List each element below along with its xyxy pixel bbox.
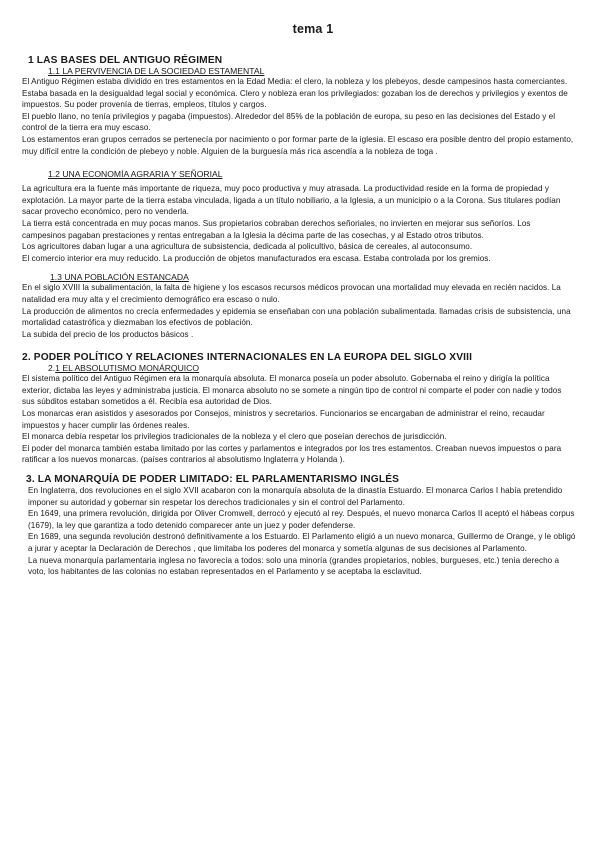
- section-2-1-paragraph-4: El poder del monarca también estaba limitado por las cortes y parlamentos e integrados por los tres estamentos. Creaban nuevos impuestos o para ratificar a los nuevos monarcas. (países contrarios al absolutismo Inglaterra y Holanda ).: [22, 443, 562, 465]
- section-1-2-heading: 1.2 UNA ECONOMÍA AGRARIA Y SEÑORIAL: [48, 169, 223, 180]
- section-2-1-paragraph-3: El monarca debía respetar los privilegios tradicionales de la nobleza y el clero que poseían derechos de jurisdicción.: [22, 432, 447, 442]
- section-2-1-heading: 1 EL ABSOLUTISMO MONÁRQUICO: [55, 363, 200, 374]
- section-1-1-heading: 1.1 LA PERVIVENCIA DE LA SOCIEDAD ESTAMENTAL: [48, 66, 265, 76]
- section-1-3-paragraph-1: En el siglo XVIII la subalimentación, la falta de higiene y los escasos recursos médicos provocan una mortalidad muy elevada en recién nacidos. La natalidad era muy alta y el crecimiento demográfico era escaso o nulo.: [22, 283, 561, 304]
- section-3-heading: 3. LA MONARQUÍA DE PODER LIMITADO: EL PARLAMENTARISMO INGLÉS: [26, 474, 400, 486]
- section-3-paragraph-3: En 1689, una segunda revolución destronó definitivamente a los Estuardo. El Parlamento eligió a un nuevo monarca, Guillermo de Orange, y le obligó a jurar y aceptar la Declaración de Derechos , que limitaba los poderes del monarca y sometía algunas de sus decisiones al Parlamento.: [28, 532, 576, 553]
- section-1-1-paragraph-3: Los estamentos eran grupos cerrados se pertenecía por nacimiento o por formar parte de la iglesia. El escaso era posible dentro del propio estamento, muy difícil entre la condición de plebeyo y noble. Alguien de la burguesía más rica ascendía a la nobleza de toga .: [22, 134, 574, 156]
- section-1-3-paragraph-3: La subida del precio de los productos básicos .: [22, 329, 194, 339]
- section-1-heading: 1 LAS BASES DEL ANTIGUO RÉGIMEN: [28, 55, 223, 66]
- section-2-1-paragraph-2: Los monarcas eran asistidos y asesorados por Consejos, ministros y secretarios. Funcionarios se encargaban de administrar el reino, recaudar impuestos y hacer cumplir las órdenes reales.: [22, 409, 545, 430]
- section-2-1-paragraph-1: El sistema político del Antiguo Régimen era la monarquía absoluta. El monarca poseía un poder absoluto. Gobernaba el reino y dirigía la política exterior, dictaba las leyes y administraba justicia. El monarca absoluto no se somete a ningún tipo de control ni comparte el poder con nadie y todos sus súbditos estaban sometidos a él. Recibía esa autoridad de Dios.: [22, 374, 562, 407]
- section-2-1-heading-prefix: 2.: [48, 363, 56, 374]
- section-1-2-paragraph-2: La tierra está concentrada en muy pocas manos. Sus propietarios cobraban derechos señoriales, no invierten en mejorar sus señoríos. Los campesinos pagaban prestaciones y rentas entregaban a la Iglesia la décima parte de las cosechas, y al Estado otros tributos.: [22, 218, 531, 240]
- section-1-3-heading: 1.3 UNA POBLACIÓN ESTANCADA: [50, 272, 189, 283]
- section-2-heading: 2. PODER POLÍTICO Y RELACIONES INTERNACIONALES EN LA EUROPA DEL SIGLO XVIII: [22, 352, 473, 364]
- section-1-1-paragraph-2: El pueblo llano, no tenía privilegios y pagaba (impuestos). Alrededor del 85% de la población de europa, su peso en las decisiones del Estado y el control de la tierra era muy escaso.: [22, 111, 556, 133]
- section-3-paragraph-4: La nueva monarquía parlamentaria inglesa no favorecía a todos: solo una minoría (grandes propietarios, nobles, burgueses, etc.) tenía derecho a voto, los habitantes de las colonias no estaban representados en el Parlamento y se aceptaba la esclavitud.: [28, 555, 560, 577]
- section-1-1-paragraph-1: El Antiguo Régimen estaba dividido en tres estamentos en la Edad Media: el clero, la nobleza y los plebeyos, desde campesinos hasta comerciantes. Estaba basada en la desigualdad legal social y económica. Clero y nobleza eran los privilegiados: gozaban los de derechos y privilegios y exentos de impuestos. Su poder provenía de tierras, empleos, títulos y cargos.: [22, 77, 568, 110]
- document-title: tema 1: [292, 22, 334, 36]
- section-3-paragraph-1: En Inglaterra, dos revoluciones en el siglo XVII acabaron con la monarquía absoluta de la dinastía Estuardo. El monarca Carlos I había pretendido imponer su autoridad y gobernar sin respetar los derechos tradicionales y sin el control del Parlamento.: [28, 486, 563, 507]
- section-1-3-paragraph-2: La producción de alimentos no crecía enfermedades y epidemia se enseñaban con una población subalimentada. llamadas crisis de subsistencia, una mortalidad catastrófica y diezmaban los efectivos de población.: [22, 306, 571, 328]
- section-3-paragraph-2: En 1649, una primera revolución, dirigida por Oliver Cromwell, derrocó y ejecutó al rey. Después, el nuevo monarca Carlos II aceptó el hábeas corpus (1679), la ley que garantiza a todo detenido comparecer ante un juez y poder defenderse.: [28, 509, 575, 530]
- section-1-2-paragraph-1: La agricultura era la fuente más importante de riqueza, muy poco productiva y muy atrasada. La productividad reside en la forma de propiedad y explotación. La mayor parte de la tierra estaba vinculada, ligada a un título nobiliario, a la Iglesia, a un municipio o a la Corona. Sus titulares podían sacar provecho económico, pero no venderla.: [22, 184, 561, 217]
- section-2-1-heading-row: [22, 363, 576, 373]
- section-1-2-paragraph-4: El comercio interior era muy reducido. La producción de objetos manufacturados era escasa. Estaba controlada por los gremios.: [22, 253, 491, 263]
- section-1-2-paragraph-3: Los agricultores daban lugar a una agricultura de subsistencia, dedicada al policultivo, básica de cereales, al autoconsumo.: [22, 242, 473, 252]
